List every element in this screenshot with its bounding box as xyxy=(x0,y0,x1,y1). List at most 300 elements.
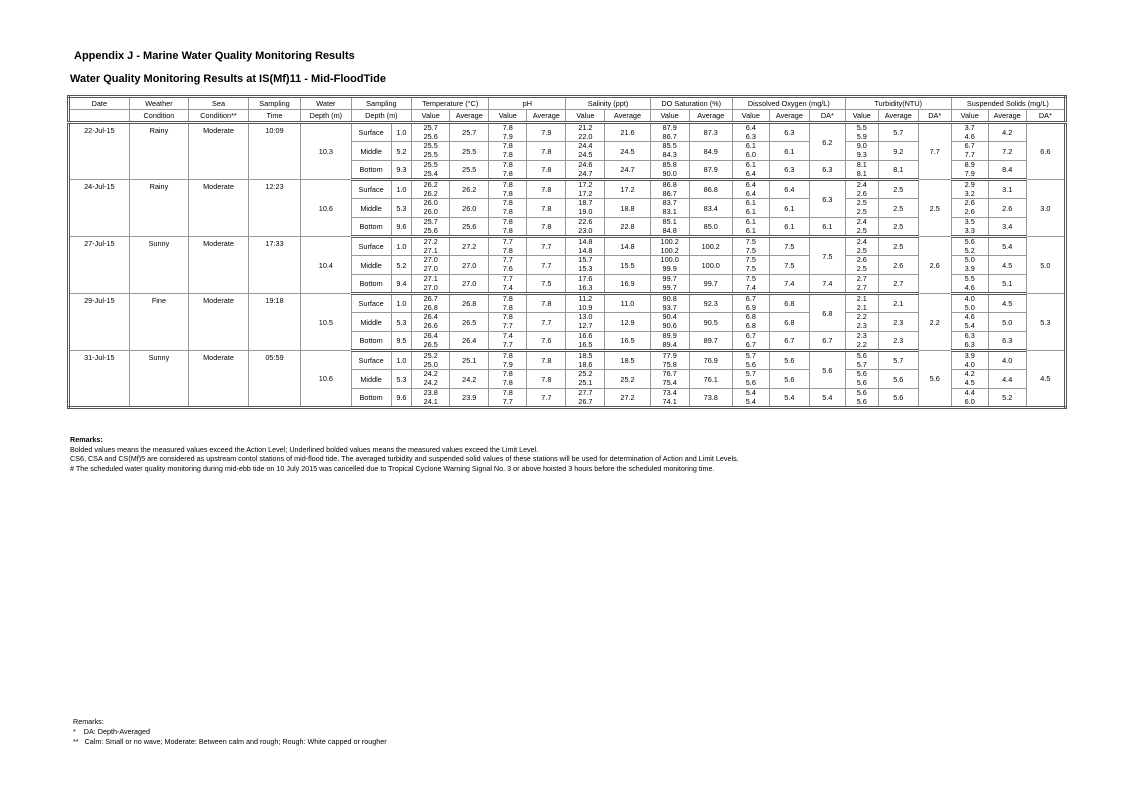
ph-values xyxy=(489,389,527,408)
header-average: Average xyxy=(769,110,809,123)
header-average: Average xyxy=(527,110,566,123)
reading-value: 2.5 xyxy=(856,263,867,273)
dissolved-oxygen-values xyxy=(732,332,769,351)
dissolved-oxygen-values xyxy=(732,123,769,142)
header-value: Value xyxy=(566,110,605,123)
reading-value: 2.3 xyxy=(856,331,867,340)
turbidity-average: 9.2 xyxy=(878,142,918,161)
temperature-average: 25.7 xyxy=(450,123,489,142)
reading-value: 24.2 xyxy=(423,377,438,387)
ph-average: 7.7 xyxy=(527,389,566,408)
sampling-depth-cell: 1.0 xyxy=(391,180,412,199)
ph-values xyxy=(489,237,527,256)
reading-value: 6.0 xyxy=(745,149,756,159)
reading-value: 6.7 xyxy=(964,141,975,150)
reading-value: 2.4 xyxy=(856,217,867,226)
dissolved-oxygen-average: 6.4 xyxy=(769,180,809,199)
reading-value: 24.6 xyxy=(578,160,593,169)
salinity-values xyxy=(566,123,605,142)
reading-value: 7.8 xyxy=(502,225,513,235)
reading-value: 2.1 xyxy=(856,294,867,303)
footnote-line: ** Calm: Small or no wave; Moderate: Between calm and rough; Rough: White capped or rougher xyxy=(73,736,387,746)
ph-average: 7.8 xyxy=(527,199,566,218)
sampling-depth-cell: 1.0 xyxy=(391,123,412,142)
reading-value: 7.7 xyxy=(502,237,513,246)
reading-value: 4.5 xyxy=(964,377,975,387)
reading-value: 26.4 xyxy=(423,331,438,340)
temperature-values xyxy=(412,199,450,218)
reading-value: 6.3 xyxy=(964,339,975,349)
header-sampling-time-sub: Time xyxy=(248,110,300,123)
reading-value: 5.6 xyxy=(745,377,756,387)
do-saturation-values xyxy=(650,332,689,351)
reading-value: 4.0 xyxy=(964,294,975,303)
do-saturation-average: 89.7 xyxy=(689,332,732,351)
reading-value: 5.2 xyxy=(964,245,975,255)
reading-value: 25.1 xyxy=(578,377,593,387)
sampling-depth-cell: 1.0 xyxy=(391,294,412,313)
reading-value: 18.5 xyxy=(578,351,593,360)
turbidity-average: 2.5 xyxy=(878,180,918,199)
header-sampling-depth-sub: Depth (m) xyxy=(351,110,412,123)
temperature-average: 24.2 xyxy=(450,370,489,389)
sampling-level-cell: Bottom xyxy=(351,389,391,408)
dissolved-oxygen-da: 5.6 xyxy=(809,351,845,389)
turbidity-average: 2.3 xyxy=(878,332,918,351)
reading-value: 7.8 xyxy=(502,168,513,178)
date-cell: 29-Jul-15 xyxy=(69,294,130,351)
turbidity-average: 2.5 xyxy=(878,218,918,237)
reading-value: 5.5 xyxy=(964,274,975,283)
do-saturation-values xyxy=(650,218,689,237)
salinity-values xyxy=(566,218,605,237)
turbidity-values xyxy=(845,332,878,351)
suspended-solids-values xyxy=(951,237,988,256)
reading-value: 3.3 xyxy=(964,225,975,235)
date-cell: 27-Jul-15 xyxy=(69,237,130,294)
do-saturation-values xyxy=(650,313,689,332)
reading-value: 5.7 xyxy=(745,369,756,378)
reading-value: 6.1 xyxy=(745,160,756,169)
reading-value: 7.9 xyxy=(964,168,975,178)
date-cell: 31-Jul-15 xyxy=(69,351,130,408)
dissolved-oxygen-average: 7.5 xyxy=(769,256,809,275)
ph-average: 7.9 xyxy=(527,123,566,142)
dissolved-oxygen-average: 5.6 xyxy=(769,370,809,389)
reading-value: 7.8 xyxy=(502,351,513,360)
reading-value: 25.5 xyxy=(423,149,438,159)
reading-value: 7.9 xyxy=(502,131,513,141)
reading-value: 7.6 xyxy=(502,263,513,273)
reading-value: 12.7 xyxy=(578,320,593,330)
reading-value: 26.7 xyxy=(423,294,438,303)
salinity-values xyxy=(566,389,605,408)
turbidity-values xyxy=(845,199,878,218)
reading-value: 27.2 xyxy=(423,237,438,246)
reading-value: 25.6 xyxy=(423,225,438,235)
reading-value: 7.8 xyxy=(502,388,513,397)
header-da: DA* xyxy=(1026,110,1065,123)
turbidity-values xyxy=(845,313,878,332)
dissolved-oxygen-da-bottom: 6.7 xyxy=(809,332,845,351)
sampling-depth-cell: 5.3 xyxy=(391,370,412,389)
ph-average: 7.5 xyxy=(527,275,566,294)
reading-value: 2.6 xyxy=(856,255,867,264)
salinity-average: 18.5 xyxy=(605,351,650,370)
reading-value: 83.7 xyxy=(662,198,677,207)
reading-value: 2.7 xyxy=(856,274,867,283)
reading-value: 2.2 xyxy=(856,312,867,321)
suspended-solids-values xyxy=(951,294,988,313)
turbidity-values xyxy=(845,256,878,275)
reading-value: 6.4 xyxy=(745,168,756,178)
salinity-average: 21.6 xyxy=(605,123,650,142)
dissolved-oxygen-average: 6.8 xyxy=(769,294,809,313)
reading-value: 86.7 xyxy=(662,188,677,198)
temperature-values xyxy=(412,180,450,199)
reading-value: 2.5 xyxy=(856,198,867,207)
header-sea-sub: Condition** xyxy=(189,110,249,123)
ph-average: 7.8 xyxy=(527,351,566,370)
sampling-level-cell: Middle xyxy=(351,199,391,218)
sampling-depth-cell: 9.6 xyxy=(391,218,412,237)
temperature-values xyxy=(412,389,450,408)
suspended-solids-da: 5.3 xyxy=(1026,294,1065,351)
reading-value: 7.8 xyxy=(502,312,513,321)
ph-average: 7.8 xyxy=(527,142,566,161)
turbidity-average: 5.6 xyxy=(878,370,918,389)
ph-average: 7.7 xyxy=(527,256,566,275)
salinity-average: 25.2 xyxy=(605,370,650,389)
header-average: Average xyxy=(605,110,650,123)
reading-value: 19.0 xyxy=(578,206,593,216)
reading-value: 7.7 xyxy=(502,255,513,264)
reading-value: 6.7 xyxy=(745,294,756,303)
table-row xyxy=(69,351,1066,370)
header-salinity: Salinity (ppt) xyxy=(566,97,650,110)
reading-value: 7.9 xyxy=(502,359,513,369)
reading-value: 7.8 xyxy=(502,123,513,132)
ph-average: 7.8 xyxy=(527,161,566,180)
dissolved-oxygen-average: 7.5 xyxy=(769,237,809,256)
dissolved-oxygen-values xyxy=(732,237,769,256)
remarks-title: Remarks: xyxy=(70,435,103,444)
turbidity-average: 5.7 xyxy=(878,123,918,142)
reading-value: 85.5 xyxy=(662,141,677,150)
reading-value: 17.2 xyxy=(578,180,593,189)
do-saturation-average: 76.1 xyxy=(689,370,732,389)
reading-value: 7.8 xyxy=(502,294,513,303)
remarks-section xyxy=(70,435,739,473)
temperature-average: 25.5 xyxy=(450,161,489,180)
reading-value: 5.0 xyxy=(964,255,975,264)
reading-value: 6.3 xyxy=(964,331,975,340)
weather-cell: Sunny xyxy=(129,351,189,408)
dissolved-oxygen-values xyxy=(732,294,769,313)
reading-value: 14.8 xyxy=(578,237,593,246)
sampling-level-cell: Surface xyxy=(351,237,391,256)
dissolved-oxygen-values xyxy=(732,218,769,237)
reading-value: 27.7 xyxy=(578,388,593,397)
reading-value: 99.7 xyxy=(662,282,677,292)
dissolved-oxygen-average: 6.1 xyxy=(769,199,809,218)
table-subtitle: Water Quality Monitoring Results at IS(Mf)11 - Mid-FloodTide xyxy=(70,73,386,85)
temperature-values xyxy=(412,161,450,180)
salinity-values xyxy=(566,275,605,294)
reading-value: 26.4 xyxy=(423,312,438,321)
footnotes-title: Remarks: xyxy=(73,717,104,726)
reading-value: 18.6 xyxy=(578,359,593,369)
reading-value: 16.3 xyxy=(578,282,593,292)
reading-value: 5.6 xyxy=(745,359,756,369)
sampling-depth-cell: 5.3 xyxy=(391,313,412,332)
reading-value: 84.3 xyxy=(662,149,677,159)
reading-value: 7.7 xyxy=(502,320,513,330)
reading-value: 18.7 xyxy=(578,198,593,207)
reading-value: 85.8 xyxy=(662,160,677,169)
date-cell: 24-Jul-15 xyxy=(69,180,130,237)
suspended-solids-average: 6.3 xyxy=(988,332,1026,351)
do-saturation-average: 83.4 xyxy=(689,199,732,218)
water-quality-table xyxy=(67,95,1067,409)
turbidity-da: 2.2 xyxy=(918,294,951,351)
reading-value: 17.2 xyxy=(578,188,593,198)
do-saturation-values xyxy=(650,123,689,142)
reading-value: 25.6 xyxy=(423,131,438,141)
reading-value: 3.9 xyxy=(964,351,975,360)
reading-value: 8.9 xyxy=(964,160,975,169)
sampling-time-cell: 05:59 xyxy=(248,351,300,408)
reading-value: 76.7 xyxy=(662,369,677,378)
ph-average: 7.7 xyxy=(527,237,566,256)
temperature-values xyxy=(412,256,450,275)
reading-value: 6.3 xyxy=(745,131,756,141)
do-saturation-average: 100.2 xyxy=(689,237,732,256)
suspended-solids-average: 7.2 xyxy=(988,142,1026,161)
reading-value: 21.2 xyxy=(578,123,593,132)
ph-values xyxy=(489,313,527,332)
temperature-average: 26.8 xyxy=(450,294,489,313)
temperature-values xyxy=(412,275,450,294)
reading-value: 27.0 xyxy=(423,255,438,264)
ph-values xyxy=(489,351,527,370)
header-suspended-solids: Suspended Solids (mg/L) xyxy=(951,97,1065,110)
reading-value: 2.7 xyxy=(856,282,867,292)
do-saturation-average: 87.9 xyxy=(689,161,732,180)
reading-value: 25.4 xyxy=(423,168,438,178)
reading-value: 16.6 xyxy=(578,331,593,340)
do-saturation-average: 87.3 xyxy=(689,123,732,142)
reading-value: 25.5 xyxy=(423,160,438,169)
header-value: Value xyxy=(412,110,450,123)
reading-value: 6.7 xyxy=(745,339,756,349)
sampling-depth-cell: 9.3 xyxy=(391,161,412,180)
reading-value: 5.6 xyxy=(856,377,867,387)
reading-value: 24.7 xyxy=(578,168,593,178)
header-dissolved-oxygen: Dissolved Oxygen (mg/L) xyxy=(732,97,845,110)
turbidity-values xyxy=(845,275,878,294)
reading-value: 6.8 xyxy=(745,320,756,330)
suspended-solids-average: 5.4 xyxy=(988,237,1026,256)
salinity-average: 27.2 xyxy=(605,389,650,408)
do-saturation-average: 76.9 xyxy=(689,351,732,370)
ph-values xyxy=(489,256,527,275)
reading-value: 2.6 xyxy=(856,188,867,198)
reading-value: 24.1 xyxy=(423,396,438,406)
reading-value: 6.8 xyxy=(745,312,756,321)
reading-value: 6.1 xyxy=(745,217,756,226)
salinity-values xyxy=(566,142,605,161)
reading-value: 89.4 xyxy=(662,339,677,349)
reading-value: 22.6 xyxy=(578,217,593,226)
suspended-solids-values xyxy=(951,332,988,351)
sampling-level-cell: Bottom xyxy=(351,332,391,351)
reading-value: 8.1 xyxy=(856,168,867,178)
header-value: Value xyxy=(650,110,689,123)
header-da: DA* xyxy=(809,110,845,123)
reading-value: 15.3 xyxy=(578,263,593,273)
temperature-average: 25.1 xyxy=(450,351,489,370)
reading-value: 93.7 xyxy=(662,302,677,312)
ph-values xyxy=(489,180,527,199)
reading-value: 7.8 xyxy=(502,160,513,169)
reading-value: 27.1 xyxy=(423,245,438,255)
reading-value: 2.5 xyxy=(856,225,867,235)
suspended-solids-values xyxy=(951,161,988,180)
reading-value: 83.1 xyxy=(662,206,677,216)
reading-value: 9.3 xyxy=(856,149,867,159)
reading-value: 2.9 xyxy=(964,180,975,189)
temperature-average: 26.4 xyxy=(450,332,489,351)
reading-value: 6.0 xyxy=(964,396,975,406)
reading-value: 5.5 xyxy=(856,123,867,132)
reading-value: 4.0 xyxy=(964,359,975,369)
reading-value: 26.0 xyxy=(423,198,438,207)
reading-value: 100.0 xyxy=(660,255,679,264)
salinity-average: 18.8 xyxy=(605,199,650,218)
reading-value: 27.0 xyxy=(423,282,438,292)
water-depth-cell: 10.5 xyxy=(301,294,351,351)
ph-values xyxy=(489,370,527,389)
reading-value: 4.6 xyxy=(964,131,975,141)
header-temperature: Temperature (°C) xyxy=(412,97,489,110)
reading-value: 75.8 xyxy=(662,359,677,369)
sampling-depth-cell: 5.2 xyxy=(391,256,412,275)
do-saturation-values xyxy=(650,237,689,256)
turbidity-values xyxy=(845,142,878,161)
temperature-average: 23.9 xyxy=(450,389,489,408)
header-date: Date xyxy=(69,97,130,110)
do-saturation-values xyxy=(650,142,689,161)
reading-value: 5.6 xyxy=(856,396,867,406)
reading-value: 8.1 xyxy=(856,160,867,169)
suspended-solids-values xyxy=(951,370,988,389)
water-depth-cell: 10.6 xyxy=(301,351,351,408)
sea-condition-cell: Moderate xyxy=(189,237,249,294)
header-average: Average xyxy=(689,110,732,123)
sampling-time-cell: 19:18 xyxy=(248,294,300,351)
ph-values xyxy=(489,218,527,237)
reading-value: 7.8 xyxy=(502,217,513,226)
salinity-values xyxy=(566,294,605,313)
suspended-solids-average: 2.6 xyxy=(988,199,1026,218)
table-row xyxy=(69,123,1066,142)
reading-value: 5.7 xyxy=(745,351,756,360)
weather-cell: Fine xyxy=(129,294,189,351)
header-sampling-depth: Sampling xyxy=(351,97,412,110)
dissolved-oxygen-da-bottom: 6.1 xyxy=(809,218,845,237)
salinity-average: 24.5 xyxy=(605,142,650,161)
turbidity-average: 2.7 xyxy=(878,275,918,294)
sampling-level-cell: Middle xyxy=(351,313,391,332)
reading-value: 3.9 xyxy=(964,263,975,273)
header-water-depth-sub: Depth (m) xyxy=(301,110,351,123)
reading-value: 24.2 xyxy=(423,369,438,378)
remarks-line: CS6, CSA and CS(Mf)5 are considered as upstream contol stations of mid-flood tide. The averaged turbidity and suspended solid values of these stations will be used for determination of Action and Limit Levels. xyxy=(70,454,739,463)
ph-average: 7.8 xyxy=(527,218,566,237)
sampling-depth-cell: 1.0 xyxy=(391,351,412,370)
dissolved-oxygen-average: 6.1 xyxy=(769,142,809,161)
reading-value: 5.6 xyxy=(856,351,867,360)
weather-cell: Rainy xyxy=(129,123,189,180)
suspended-solids-average: 5.1 xyxy=(988,275,1026,294)
salinity-average: 16.9 xyxy=(605,275,650,294)
salinity-values xyxy=(566,256,605,275)
salinity-average: 22.8 xyxy=(605,218,650,237)
suspended-solids-values xyxy=(951,142,988,161)
do-saturation-average: 92.3 xyxy=(689,294,732,313)
salinity-values xyxy=(566,237,605,256)
reading-value: 6.4 xyxy=(745,180,756,189)
suspended-solids-da: 5.0 xyxy=(1026,237,1065,294)
table-body xyxy=(69,123,1066,408)
turbidity-values xyxy=(845,180,878,199)
reading-value: 7.8 xyxy=(502,377,513,387)
header-sea: Sea xyxy=(189,97,249,110)
reading-value: 85.1 xyxy=(662,217,677,226)
suspended-solids-values xyxy=(951,199,988,218)
reading-value: 7.4 xyxy=(745,282,756,292)
reading-value: 17.6 xyxy=(578,274,593,283)
temperature-average: 26.0 xyxy=(450,199,489,218)
suspended-solids-values xyxy=(951,218,988,237)
reading-value: 7.8 xyxy=(502,369,513,378)
reading-value: 24.4 xyxy=(578,141,593,150)
salinity-values xyxy=(566,180,605,199)
header-ph: pH xyxy=(489,97,566,110)
suspended-solids-average: 4.5 xyxy=(988,256,1026,275)
reading-value: 23.0 xyxy=(578,225,593,235)
ph-values xyxy=(489,161,527,180)
suspended-solids-values xyxy=(951,313,988,332)
reading-value: 7.8 xyxy=(502,180,513,189)
ph-values xyxy=(489,275,527,294)
reading-value: 6.4 xyxy=(745,123,756,132)
reading-value: 3.5 xyxy=(964,217,975,226)
sea-condition-cell: Moderate xyxy=(189,123,249,180)
sea-condition-cell: Moderate xyxy=(189,180,249,237)
dissolved-oxygen-average: 6.7 xyxy=(769,332,809,351)
temperature-average: 27.2 xyxy=(450,237,489,256)
reading-value: 90.6 xyxy=(662,320,677,330)
do-saturation-values xyxy=(650,199,689,218)
dissolved-oxygen-da: 6.3 xyxy=(809,180,845,218)
reading-value: 7.5 xyxy=(745,245,756,255)
sampling-depth-cell: 9.6 xyxy=(391,389,412,408)
ph-values xyxy=(489,294,527,313)
dissolved-oxygen-values xyxy=(732,161,769,180)
suspended-solids-average: 8.4 xyxy=(988,161,1026,180)
